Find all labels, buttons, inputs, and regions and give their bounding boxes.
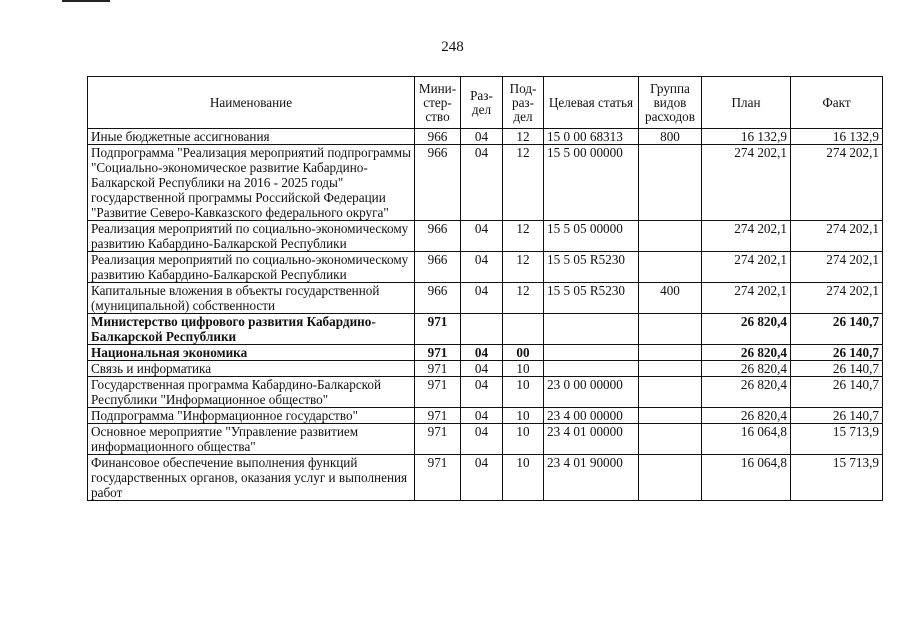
cell-name: Подпрограмма "Реализация мероприятий подпрограммы "Социально-экономическое развитие Кабардино-Балкарской Республики на 2016 - 2025 годы" государственной программы Российской Федерации "Развитие Северо-Кавказского федерального округа" — [88, 145, 415, 221]
cell-fact: 274 202,1 — [791, 252, 883, 283]
cell-section: 04 — [461, 145, 503, 221]
budget-table — [87, 76, 883, 501]
cell-section: 04 — [461, 377, 503, 408]
cell-fact: 26 140,7 — [791, 345, 883, 361]
cell-ministry: 966 — [415, 283, 461, 314]
cell-name: Связь и информатика — [88, 361, 415, 377]
cell-ministry: 971 — [415, 345, 461, 361]
cell-target — [544, 361, 639, 377]
cell-target: 23 4 01 00000 — [544, 424, 639, 455]
col-header-plan: План — [702, 77, 791, 129]
cell-ministry: 966 — [415, 129, 461, 145]
cell-ministry: 966 — [415, 145, 461, 221]
cell-ministry: 971 — [415, 455, 461, 501]
col-header-expense-group: Группа видов расходов — [639, 77, 702, 129]
cell-fact: 274 202,1 — [791, 283, 883, 314]
cell-target: 15 5 05 R5230 — [544, 252, 639, 283]
cell-target: 23 0 00 00000 — [544, 377, 639, 408]
cell-subsection: 12 — [503, 145, 544, 221]
cell-plan: 16 064,8 — [702, 424, 791, 455]
cell-subsection — [503, 314, 544, 345]
cell-section — [461, 314, 503, 345]
cell-expense-group: 800 — [639, 129, 702, 145]
cell-target: 15 5 05 00000 — [544, 221, 639, 252]
cell-expense-group — [639, 314, 702, 345]
col-header-section: Раз-дел — [461, 77, 503, 129]
table-row — [88, 361, 883, 377]
cell-plan: 274 202,1 — [702, 283, 791, 314]
cell-expense-group: 400 — [639, 283, 702, 314]
cell-name: Финансовое обеспечение выполнения функций государственных органов, оказания услуг и выполнения работ — [88, 455, 415, 501]
cell-fact: 26 140,7 — [791, 314, 883, 345]
cell-plan: 26 820,4 — [702, 345, 791, 361]
cell-fact: 15 713,9 — [791, 455, 883, 501]
cell-subsection: 00 — [503, 345, 544, 361]
table-row — [88, 129, 883, 145]
cell-section: 04 — [461, 345, 503, 361]
table-row — [88, 252, 883, 283]
table-row — [88, 314, 883, 345]
cell-target: 23 4 01 90000 — [544, 455, 639, 501]
cell-expense-group — [639, 408, 702, 424]
table-row — [88, 345, 883, 361]
cell-section: 04 — [461, 455, 503, 501]
cell-ministry: 966 — [415, 221, 461, 252]
cell-subsection: 12 — [503, 221, 544, 252]
cell-expense-group — [639, 455, 702, 501]
cell-expense-group — [639, 424, 702, 455]
cell-plan: 16 132,9 — [702, 129, 791, 145]
cell-name: Основное мероприятие "Управление развитием информационного общества" — [88, 424, 415, 455]
cell-fact: 274 202,1 — [791, 145, 883, 221]
cell-target — [544, 314, 639, 345]
cell-name: Иные бюджетные ассигнования — [88, 129, 415, 145]
cell-section: 04 — [461, 361, 503, 377]
cell-subsection: 10 — [503, 455, 544, 501]
cell-subsection: 10 — [503, 408, 544, 424]
cell-plan: 26 820,4 — [702, 408, 791, 424]
cell-ministry: 966 — [415, 252, 461, 283]
cell-plan: 274 202,1 — [702, 221, 791, 252]
cell-expense-group — [639, 221, 702, 252]
cell-name: Министерство цифрового развития Кабардино-Балкарской Республики — [88, 314, 415, 345]
cell-name: Реализация мероприятий по социально-экономическому развитию Кабардино-Балкарской Республики — [88, 221, 415, 252]
cell-target: 23 4 00 00000 — [544, 408, 639, 424]
cell-section: 04 — [461, 252, 503, 283]
cell-fact: 274 202,1 — [791, 221, 883, 252]
cell-expense-group — [639, 345, 702, 361]
cell-subsection: 12 — [503, 129, 544, 145]
cell-fact: 16 132,9 — [791, 129, 883, 145]
col-header-target: Целевая статья — [544, 77, 639, 129]
cell-fact: 15 713,9 — [791, 424, 883, 455]
cell-target — [544, 345, 639, 361]
table-row — [88, 424, 883, 455]
cell-expense-group — [639, 145, 702, 221]
scan-corner-mark — [62, 0, 110, 2]
cell-subsection: 10 — [503, 361, 544, 377]
cell-name: Капитальные вложения в объекты государственной (муниципальной) собственности — [88, 283, 415, 314]
col-header-fact: Факт — [791, 77, 883, 129]
cell-section: 04 — [461, 408, 503, 424]
page-number: 248 — [441, 39, 464, 55]
cell-plan: 274 202,1 — [702, 252, 791, 283]
cell-subsection: 12 — [503, 252, 544, 283]
table-row — [88, 408, 883, 424]
cell-name: Подпрограмма "Информационное государство" — [88, 408, 415, 424]
cell-section: 04 — [461, 221, 503, 252]
cell-plan: 274 202,1 — [702, 145, 791, 221]
cell-plan: 16 064,8 — [702, 455, 791, 501]
cell-subsection: 10 — [503, 377, 544, 408]
cell-name: Национальная экономика — [88, 345, 415, 361]
cell-ministry: 971 — [415, 377, 461, 408]
cell-section: 04 — [461, 283, 503, 314]
cell-plan: 26 820,4 — [702, 314, 791, 345]
cell-ministry: 971 — [415, 424, 461, 455]
col-header-name: Наименование — [88, 77, 415, 129]
col-header-ministry: Мини-стер-ство — [415, 77, 461, 129]
cell-target: 15 5 00 00000 — [544, 145, 639, 221]
cell-subsection: 12 — [503, 283, 544, 314]
cell-target: 15 5 05 R5230 — [544, 283, 639, 314]
table-row — [88, 145, 883, 221]
cell-plan: 26 820,4 — [702, 361, 791, 377]
cell-ministry: 971 — [415, 314, 461, 345]
table-row — [88, 283, 883, 314]
cell-ministry: 971 — [415, 361, 461, 377]
cell-section: 04 — [461, 129, 503, 145]
cell-expense-group — [639, 361, 702, 377]
table-row — [88, 221, 883, 252]
cell-expense-group — [639, 252, 702, 283]
cell-name: Реализация мероприятий по социально-экономическому развитию Кабардино-Балкарской Республики — [88, 252, 415, 283]
table-header-row — [88, 77, 883, 129]
cell-ministry: 971 — [415, 408, 461, 424]
cell-fact: 26 140,7 — [791, 408, 883, 424]
cell-expense-group — [639, 377, 702, 408]
col-header-subsection: Под-раз-дел — [503, 77, 544, 129]
cell-subsection: 10 — [503, 424, 544, 455]
table-row — [88, 377, 883, 408]
table-body — [88, 129, 883, 501]
cell-fact: 26 140,7 — [791, 377, 883, 408]
cell-plan: 26 820,4 — [702, 377, 791, 408]
cell-fact: 26 140,7 — [791, 361, 883, 377]
cell-name: Государственная программа Кабардино-Балкарской Республики "Информационное общество" — [88, 377, 415, 408]
table-row — [88, 455, 883, 501]
cell-target: 15 0 00 68313 — [544, 129, 639, 145]
cell-section: 04 — [461, 424, 503, 455]
